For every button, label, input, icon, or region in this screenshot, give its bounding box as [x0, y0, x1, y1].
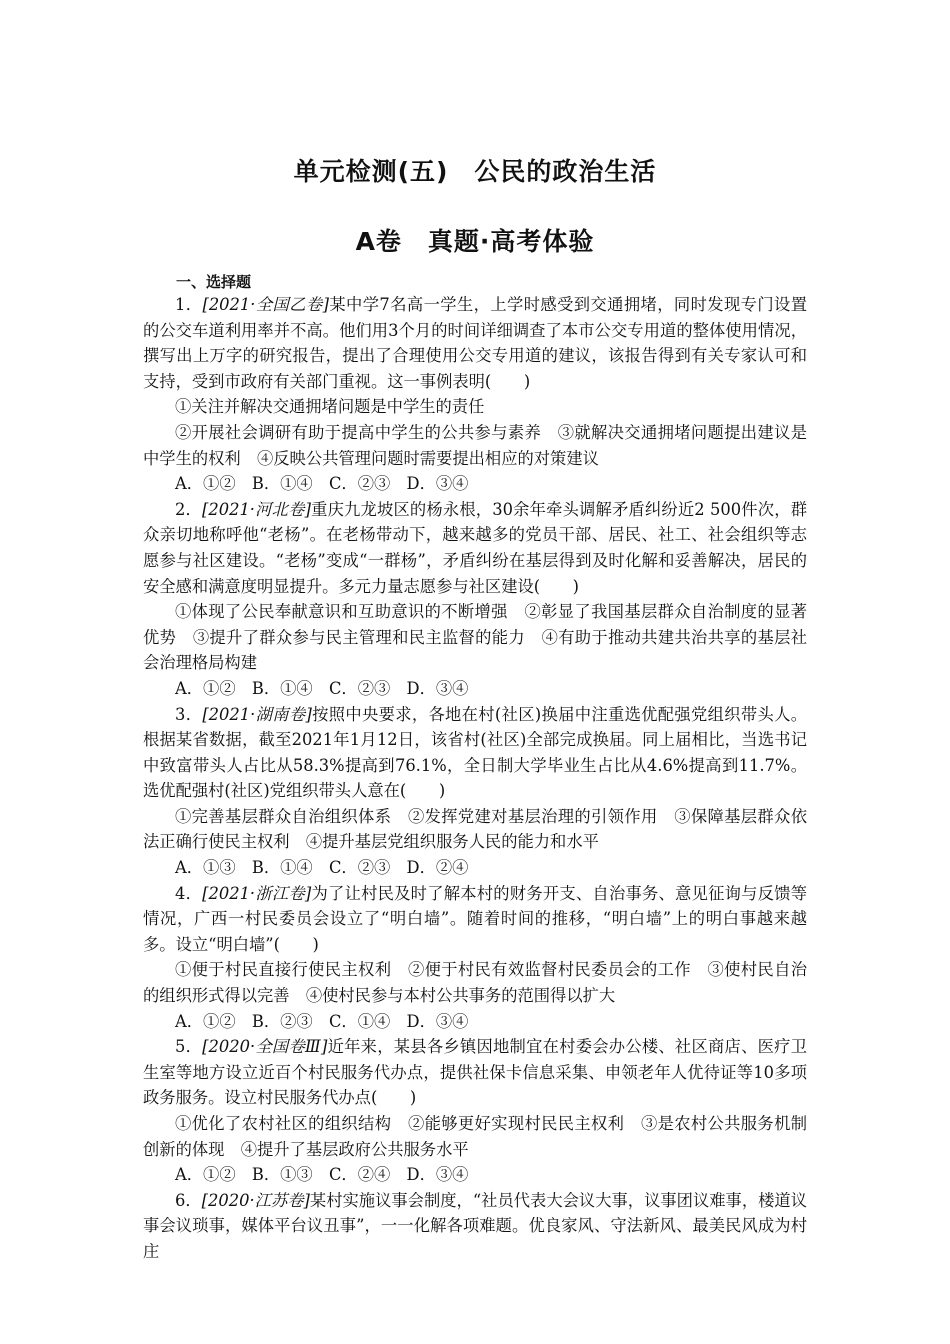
question-source: [2021·湖南卷]: [202, 704, 312, 724]
question-5-answer-choices: A．①② B．①③ C．②④ D．③④: [175, 1165, 469, 1185]
question-1-option-line: ①关注并解决交通拥堵问题是中学生的责任: [175, 397, 485, 417]
question-text: 为了让村民及时了解本村的财务开支、自治事务、意见征询与反馈等情况，广西一村民委员会设立了“明白墙”。随着时间的推移，“明白墙”上的明白事越来越多。设立“明白墙”( ): [143, 883, 808, 954]
question-list: [143, 292, 807, 1265]
question-6-stem: [143, 1188, 807, 1265]
question-2-answer-choices: A．①② B．①④ C．②③ D．③④: [175, 678, 469, 698]
question-1-answer-choices: A．①② B．①④ C．②③ D．③④: [175, 474, 469, 494]
question-5-option-line: ①优化了农村社区的组织结构 ②能够更好实现村民民主权利 ③是农村公共服务机制创新的体现 ④提升了基层政府公共服务水平: [143, 1114, 807, 1159]
page-title: 单元检测(五) 公民的政治生活: [293, 157, 657, 186]
question-number: 1．: [175, 295, 203, 314]
question-5-stem: [143, 1034, 807, 1111]
question-number: 3．: [175, 704, 203, 724]
question-number: 6．: [175, 1190, 202, 1210]
question-text: 近年来，某县各乡镇因地制宜在村委会办公楼、社区商店、医疗卫生室等地方设立近百个村民服务代办点，提供社保卡信息采集、申领老年人优待证等10多项政务服务。设立村民服务代办点( ): [143, 1037, 808, 1108]
question-source: [2020·全国卷Ⅲ]: [202, 1037, 328, 1057]
question-1-stem: [143, 292, 807, 394]
section-heading: 一、选择题: [176, 273, 252, 291]
question-3-stem: [143, 702, 807, 804]
question-number: 5．: [175, 1037, 203, 1057]
question-text: 重庆九龙坡区的杨永根，30余年牵头调解矛盾纠纷近2 500件次，群众亲切地称呼他“老杨”。在老杨带动下，越来越多的党员干部、居民、社工、社会组织等志愿参与社区建设。“老杨”变成“一群杨”，矛盾纠纷在基层得到及时化解和妥善解决，居民的安全感和满意度明显提升。多元力量志愿参与社区建设( ): [143, 499, 807, 596]
question-3-option-line: ①完善基层群众自治组织体系 ②发挥党建对基层治理的引领作用 ③保障基层群众依法正确行使民主权利 ④提升基层党组织服务人民的能力和水平: [143, 806, 807, 852]
question-4-stem: [143, 881, 807, 958]
question-text: 按照中央要求，各地在村(社区)换届中注重选优配强党组织带头人。根据某省数据，截至2021年1月12日，该省村(社区)全部完成换届。同上届相比，当选书记中致富带头人占比从58.3%提高到76.1%，全日制大学毕业生占比从4.6%提高到11.7%。选优配强村(社区)党组织带头人意在( ): [143, 704, 807, 801]
question-3-answer-choices: A．①③ B．①④ C．②③ D．②④: [175, 858, 469, 878]
question-text: 某中学7名高一学生，上学时感受到交通拥堵，同时发现专门设置的公交车道利用率并不高。他们用3个月的时间详细调查了本市公交专用道的整体使用情况，撰写出上万字的研究报告，提出了合理使用公交专用道的建议，该报告得到有关专家认可和支持，受到市政府有关部门重视。这一事例表明( ): [143, 295, 807, 391]
page-subtitle: A卷 真题·高考体验: [355, 227, 595, 256]
question-1-option-line: ②开展社会调研有助于提高中学生的公共参与素养 ③就解决交通拥堵问题提出建议是中学生的权利 ④反映公共管理问题时需要提出相应的对策建议: [143, 422, 807, 468]
question-number: 4．: [175, 883, 203, 903]
question-4-option-line: ①便于村民直接行使民主权利 ②便于村民有效监督村民委员会的工作 ③使村民自治的组织形式得以完善 ④使村民参与本村公共事务的范围得以扩大: [143, 960, 807, 1006]
question-2-stem: [143, 497, 807, 599]
question-4-answer-choices: A．①② B．②③ C．①④ D．③④: [175, 1011, 469, 1031]
question-number: 2．: [175, 499, 203, 519]
question-source: [2021·浙江卷]: [202, 883, 312, 903]
question-text: 某村实施议事会制度，“社员代表大会议大事，议事团议难事，楼道议事会议琐事，媒体平台议丑事”，一一化解各项难题。优良家风、守法新风、最美民风成为村庄: [143, 1190, 808, 1261]
question-source: [2020·江苏卷]: [201, 1190, 310, 1210]
question-2-option-line: ①体现了公民奉献意识和互助意识的不断增强 ②彰显了我国基层群众自治制度的显著优势 ③提升了群众参与民主管理和民主监督的能力 ④有助于推动共建共治共享的基层社会治理格局构建: [143, 602, 807, 673]
question-source: [2021·河北卷]: [202, 499, 311, 519]
question-source: [2021·全国乙卷]: [202, 295, 329, 314]
